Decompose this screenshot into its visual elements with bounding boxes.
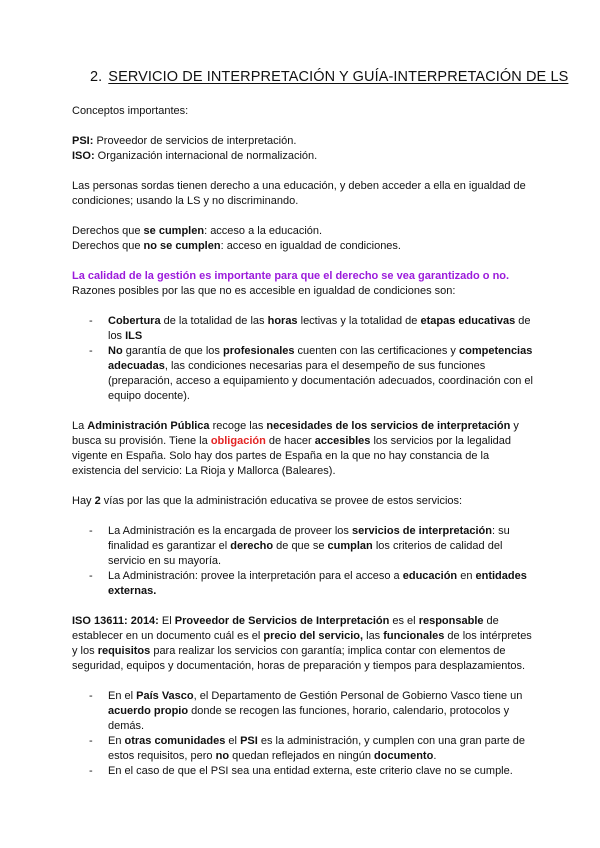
rights-paragraph: Las personas sordas tienen derecho a una educación, y deben acceder a ella en igualdad de condiciones; usando la LS y no discriminando. (72, 180, 526, 207)
iso-paragraph: ISO 13611: 2014: El Proveedor de Servicios de Interpretación es el responsable de establecer en un documento cuál es el precio del servicio, las funcionales de los intérpretes y los requisitos para realizar los servicios con garantía; implica contar con elementos de seguridad, equipos y documentación, horas de preparación y tiempos para desplazamientos. (72, 615, 532, 672)
list-item: - Cobertura de la totalidad de las horas lectivas y la totalidad de etapas educativas de los ILS (89, 315, 531, 342)
reasons-list (72, 314, 538, 404)
iso-definition: ISO: Organización internacional de normalización. (72, 150, 318, 162)
reasons-intro: Razones posibles por las que no es accesible en igualdad de condiciones son: (72, 285, 456, 297)
rights-unfulfilled: Derechos que no se cumplen: acceso en igualdad de condiciones. (72, 240, 401, 252)
quality-highlight: La calidad de la gestión es importante para que el derecho se vea garantizado o no. (72, 270, 510, 282)
ways-intro: Hay 2 vías por las que la administración educativa se provee de estos servicios: (72, 495, 463, 507)
section-heading (90, 68, 568, 86)
section-number: 2. (90, 69, 103, 85)
document-body (72, 104, 538, 779)
administration-paragraph: La Administración Pública recoge las necesidades de los servicios de interpretación y busca su provisión. Tiene la obligación de hacer accesibles los servicios por la legalidad vigente en España. Solo hay dos partes de España en la que no hay constancia de la existencia del servicio: La Rioja y Mallorca (Baleares). (72, 420, 519, 477)
concepts-intro: Conceptos importantes: (72, 105, 189, 117)
ways-list (72, 524, 538, 599)
regions-list (72, 689, 538, 779)
list-item: - En el País Vasco, el Departamento de Gestión Personal de Gobierno Vasco tiene un acuerdo propio donde se recogen las funciones, horario, calendario, protocolos y demás. (89, 690, 523, 732)
section-title: SERVICIO DE INTERPRETACIÓN Y GUÍA-INTERPRETACIÓN DE LS (108, 69, 569, 85)
list-item: - La Administración: provee la interpretación para el acceso a educación en entidades externas. (89, 570, 527, 597)
list-item: - En el caso de que el PSI sea una entidad externa, este criterio clave no se cumple. (89, 765, 513, 777)
list-item: - La Administración es la encargada de proveer los servicios de interpretación: su finalidad es garantizar el derecho de que se cumplan los criterios de calidad del servicio en su mayoría. (89, 525, 510, 567)
list-item: - No garantía de que los profesionales cuenten con las certificaciones y competencias adecuadas, las condiciones necesarias para el desempeño de sus funciones (preparación, acceso a equipamiento y documentación adecuados, coordinación con el equipo docente). (89, 345, 533, 402)
rights-fulfilled: Derechos que se cumplen: acceso a la educación. (72, 225, 323, 237)
psi-definition: PSI: Proveedor de servicios de interpretación. (72, 135, 297, 147)
list-item: - En otras comunidades el PSI es la administración, y cumplen con una gran parte de estos requisitos, pero no quedan reflejados en ningún documento. (89, 735, 526, 762)
